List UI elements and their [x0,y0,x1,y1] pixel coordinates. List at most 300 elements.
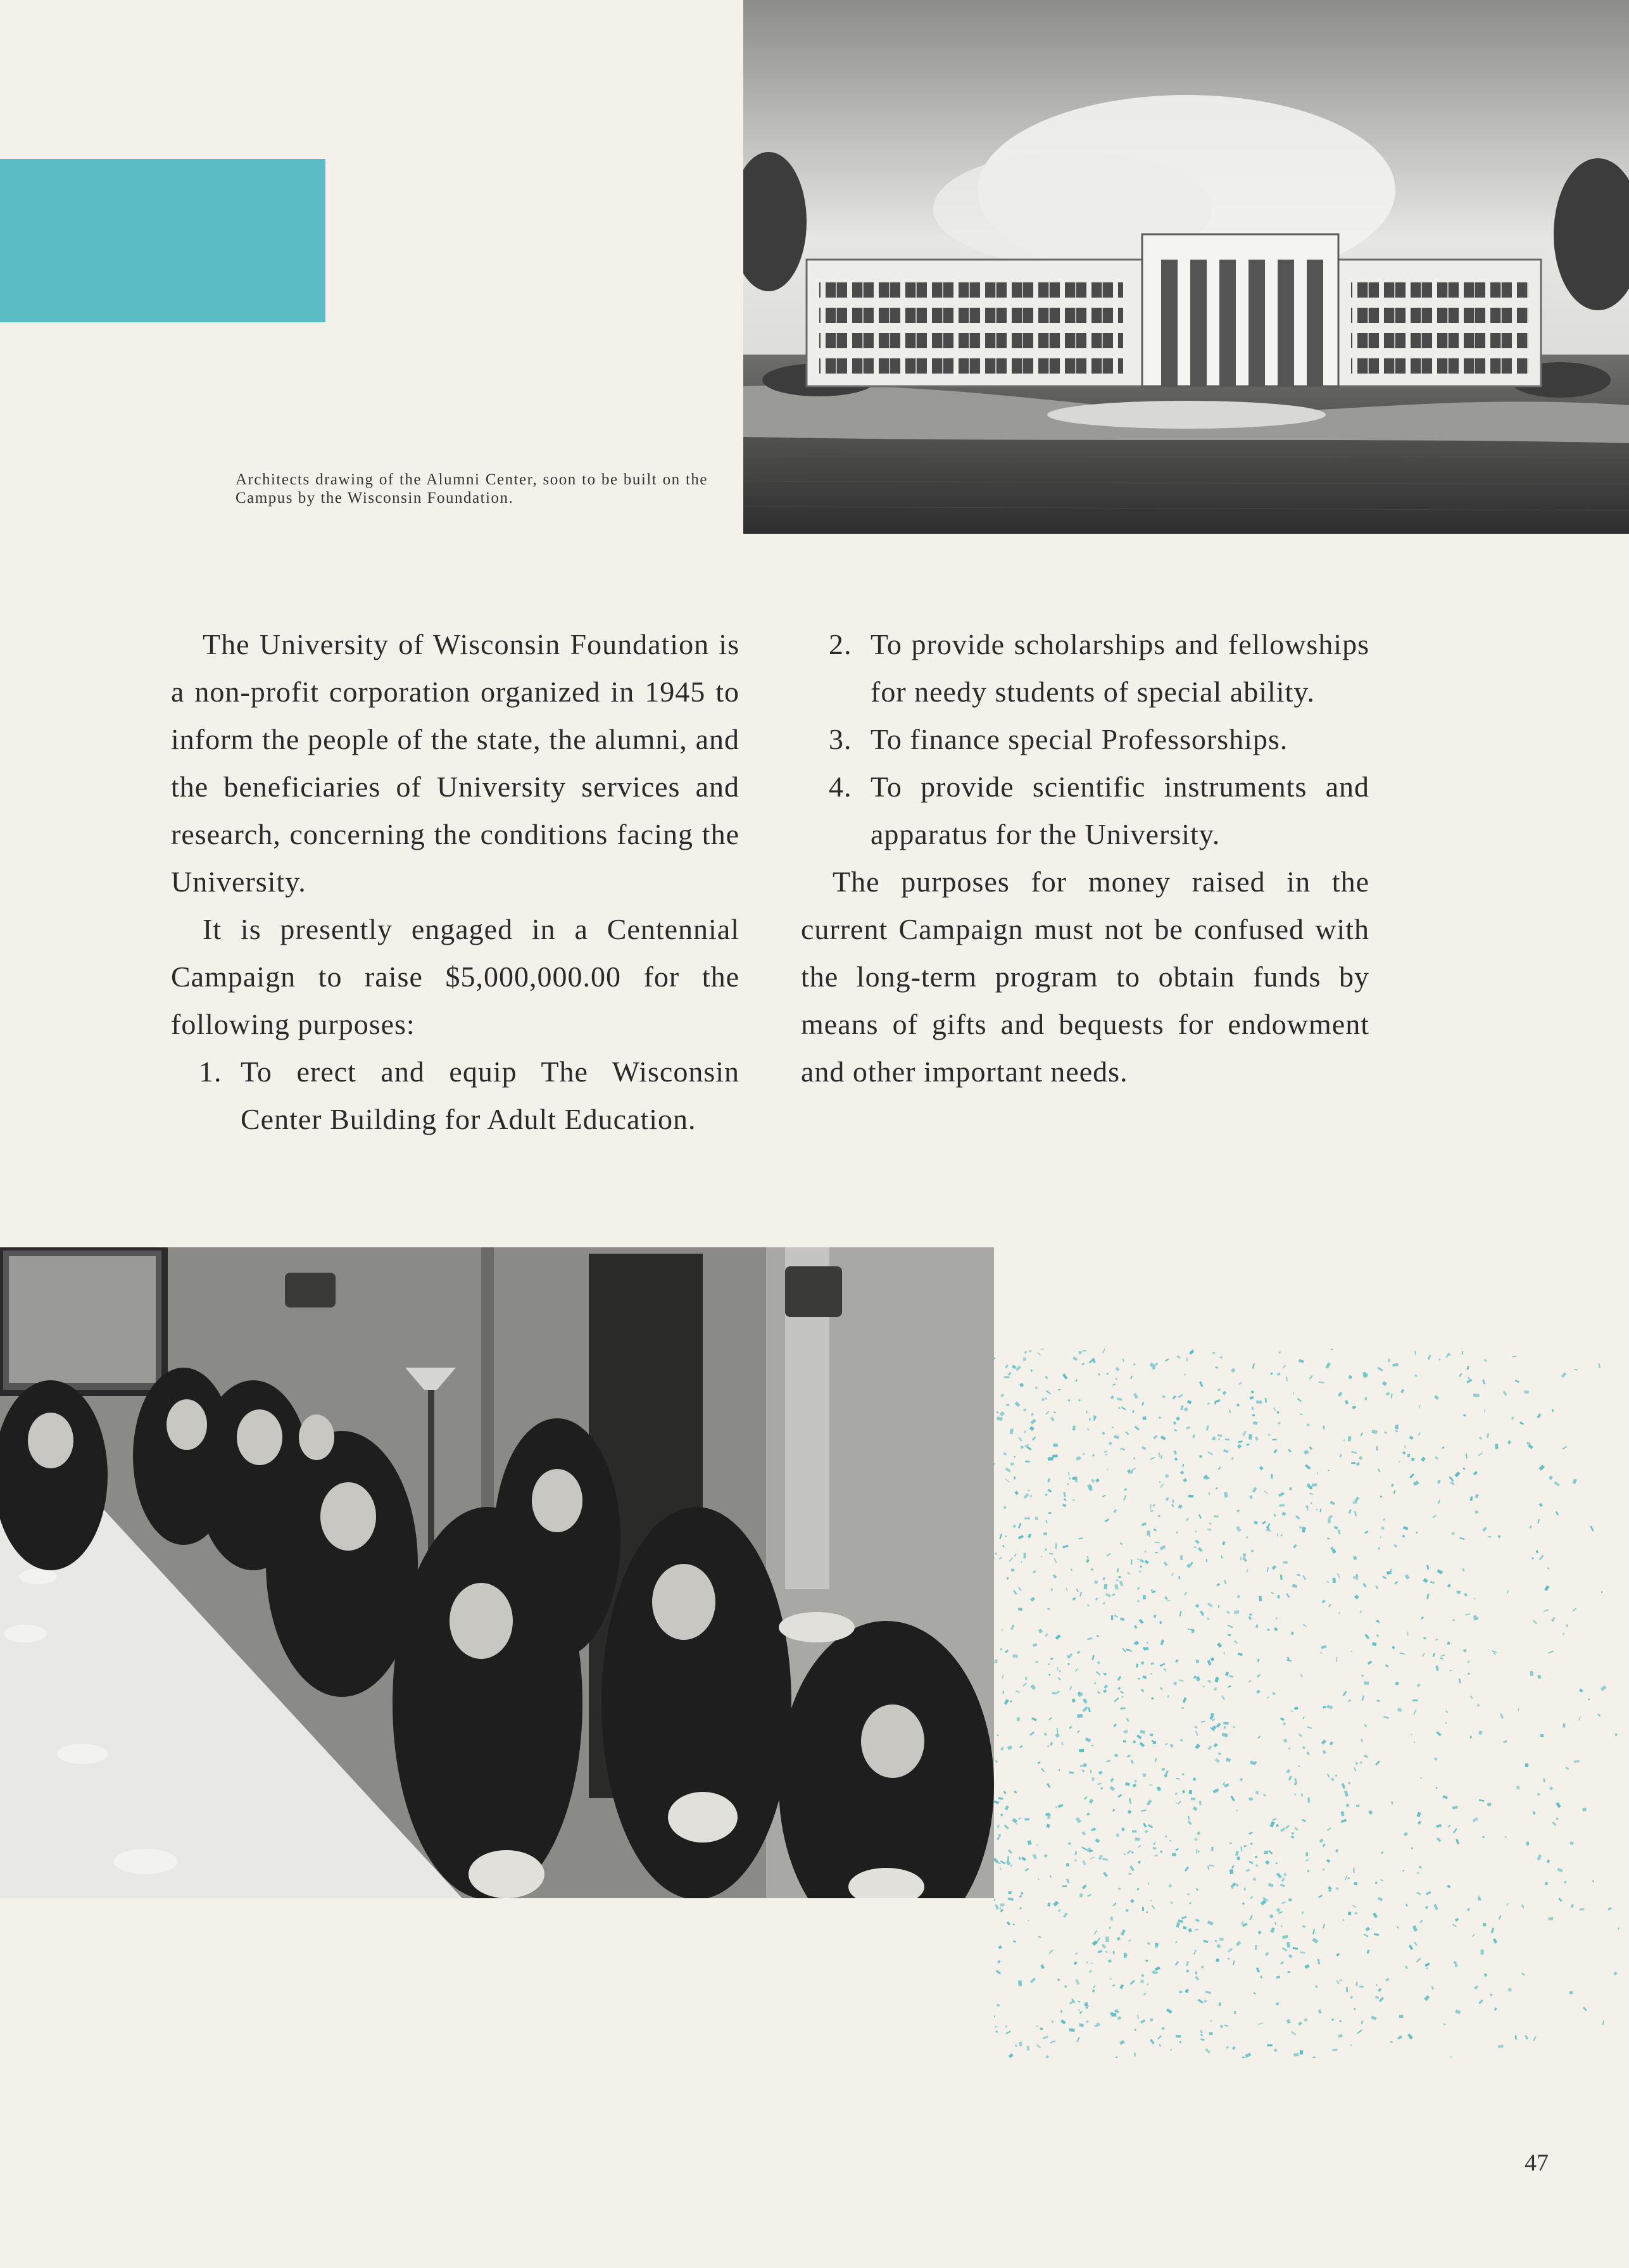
speckle-dot [1402,1535,1406,1538]
speckle-dot [1090,1856,1095,1859]
speckle-dot [1000,1648,1003,1651]
speckle-dot [1021,1561,1022,1563]
speckle-dot [1045,1376,1048,1380]
speckle-dot [1188,1790,1192,1794]
speckle-dot [1087,1894,1091,1897]
speckle-dot [1270,1927,1275,1933]
speckle-dot [1472,1934,1475,1937]
speckle-dot [1031,1413,1034,1416]
speckle-dot [1309,1446,1312,1450]
speckle-dot [1062,1886,1067,1887]
speckle-dot [1278,1595,1280,1598]
speckle-dot [1094,1580,1098,1584]
speckle-dot [1047,1478,1050,1482]
speckle-dot [1105,1936,1109,1942]
speckle-dot [1590,1526,1594,1532]
speckle-dot [1533,2036,1536,2041]
speckle-dot [1200,2038,1205,2041]
speckle-dot [1476,1616,1478,1620]
speckle-dot [1383,1576,1387,1579]
speckle-dot [1450,2057,1452,2058]
speckle-dot [1068,1842,1072,1846]
speckle-dot [1062,1373,1067,1379]
speckle-dot [1362,1372,1367,1378]
speckle-dot [1601,1591,1602,1593]
speckle-dot [1196,1676,1200,1681]
speckle-dot [1221,1556,1223,1559]
speckle-dot [1207,1618,1210,1620]
speckle-dot [1282,1948,1287,1951]
speckle-dot [1023,1358,1026,1361]
speckle-dot [1187,1400,1192,1404]
speckle-dot [1033,1643,1037,1646]
speckle-dot [1377,1700,1380,1702]
speckle-dot [1138,1860,1141,1864]
speckle-dot [1111,1615,1113,1620]
speckle-dot [1346,1987,1348,1993]
speckle-dot [1014,1477,1016,1480]
speckle-dot [1178,1801,1181,1805]
speckle-dot [1024,1430,1026,1433]
speckle-dot [1055,1634,1061,1640]
speckle-dot [1054,1691,1060,1695]
speckle-dot [1021,1892,1023,1894]
speckle-dot [1216,1487,1218,1490]
speckle-dot [1454,1471,1460,1477]
speckle-dot [1076,2037,1079,2042]
speckle-dot [1058,1769,1060,1771]
speckle-dot [1234,1641,1238,1644]
speckle-dot [1000,1867,1002,1870]
speckle-dot [1016,1366,1021,1371]
speckle-dot [1419,1866,1422,1869]
speckle-dot [1307,1870,1309,1872]
speckle-dot [1117,1794,1122,1798]
speckle-dot [1033,1854,1038,1860]
speckle-dot [1172,1853,1176,1856]
speckle-dot [1279,1504,1285,1507]
speckle-dot [1305,1506,1307,1508]
speckle-dot [1002,1545,1004,1547]
speckle-dot [1252,1877,1256,1881]
speckle-dot [1255,1761,1256,1763]
speckle-dot [1170,2049,1172,2051]
speckle-dot [1079,1592,1082,1596]
speckle-dot [1240,1846,1242,1851]
speckle-dot [1185,1989,1189,1993]
purpose-number: 3. [829,723,852,755]
speckle-dot [1182,1464,1184,1468]
speckle-dot [1451,1532,1454,1535]
speckle-dot [1062,1504,1066,1508]
speckle-dot [1381,1526,1385,1530]
speckle-dot [1114,1435,1119,1439]
speckle-dot [1005,2025,1007,2027]
speckle-dot [1110,1777,1114,1782]
speckle-dot [1492,1651,1497,1653]
speckle-dot [1205,2048,1211,2054]
speckle-dot [1563,1446,1567,1449]
speckle-dot [1083,1763,1087,1767]
speckle-dot [1047,1813,1050,1819]
speckle-dot [1218,1605,1219,1608]
speckle-dot [1166,2008,1173,2013]
speckle-dot [1200,2030,1202,2034]
speckle-dot [1079,1749,1084,1753]
speckle-dot [1299,1359,1304,1363]
speckle-dot [1133,1363,1136,1366]
speckle-dot [1217,1434,1223,1437]
speckle-dot [1028,1534,1031,1538]
speckle-dot [1012,1818,1017,1824]
speckle-dot [1120,1691,1124,1694]
speckle-dot [1207,1660,1211,1665]
speckle-dot [1305,1852,1308,1856]
speckle-dot [1208,1746,1212,1750]
speckle-dot [1500,1713,1504,1719]
speckle-dot [1072,1356,1078,1361]
speckle-dot [1409,1436,1414,1440]
speckle-dot [1413,1480,1419,1486]
speckle-dot [1038,1761,1041,1765]
speckle-dot [1138,1678,1140,1680]
speckle-dot [1211,1713,1214,1717]
speckle-dot [1236,1404,1240,1407]
speckle-dot [1219,2002,1221,2005]
speckle-dot [1592,1880,1595,1882]
speckle-dot [1040,2028,1043,2031]
speckle-dot [1288,1449,1292,1452]
speckle-dot [1424,1995,1430,2001]
speckle-dot [1012,1365,1016,1370]
speckle-dot [1144,1830,1148,1834]
speckle-dot [1561,1372,1567,1378]
speckle-dot [1154,1855,1158,1857]
speckle-dot [1035,2025,1038,2027]
speckle-dot [1212,1352,1215,1354]
speckle-dot [1416,1532,1418,1534]
speckle-dot [1120,1617,1124,1621]
speckle-dot [1194,1546,1196,1547]
speckle-dot [1038,1936,1041,1938]
speckle-dot [1176,1416,1180,1421]
speckle-dot [1000,1394,1004,1397]
speckle-dot [1171,1504,1174,1507]
speckle-dot [1361,1696,1364,1701]
speckle-dot [1050,2041,1056,2044]
speckle-dot [1086,1961,1088,1963]
speckle-dot [1137,1600,1140,1603]
speckle-dot [1373,1912,1378,1918]
speckle-dot [1272,1439,1276,1440]
speckle-dot [1280,1575,1283,1580]
speckle-dot [1453,1828,1457,1834]
speckle-dot [1511,1416,1514,1420]
speckle-dot [1028,1490,1030,1492]
speckle-dot [1197,1831,1200,1835]
speckle-dot [1082,1831,1086,1836]
speckle-dot [1203,1685,1205,1687]
speckle-dot [1413,1710,1416,1715]
speckle-dot [1473,1471,1478,1475]
speckle-dot [1118,1408,1120,1409]
speckle-dot [1518,1708,1519,1711]
speckle-dot [1283,1722,1286,1725]
speckle-dot [1364,1530,1368,1534]
speckle-dot [1487,1803,1492,1806]
purpose-number: 1. [199,1055,222,1088]
speckle-dot [1236,1884,1239,1887]
speckle-dot [1354,1496,1359,1502]
speckle-dot [1024,1818,1029,1820]
speckle-dot [1246,1444,1249,1446]
speckle-dot [1109,1786,1115,1791]
speckle-dot [1435,1456,1438,1460]
speckle-dot [1320,1652,1323,1654]
speckle-dot [1302,1717,1304,1719]
speckle-dot [1312,1929,1315,1935]
speckle-dot [1078,1399,1081,1401]
speckle-dot [1421,1616,1424,1620]
speckle-dot [1160,1435,1166,1440]
speckle-dot [1113,1509,1117,1513]
speckle-dot [1216,1583,1220,1587]
speckle-dot [1003,1791,1007,1794]
speckle-dot [1519,1421,1524,1425]
speckle-dot [1176,1778,1179,1780]
speckle-dot [1120,1542,1123,1546]
speckle-dot [1120,1707,1125,1710]
speckle-dot [1258,2023,1263,2025]
speckle-dot [1302,1575,1306,1580]
speckle-dot [1081,1363,1085,1365]
speckle-dot [1030,1419,1036,1425]
speckle-dot [1278,1351,1281,1354]
speckle-dot [1121,1696,1123,1698]
speckle-dot [1421,1457,1426,1462]
speckle-dot [1009,2053,1014,2058]
speckle-dot [1161,1768,1165,1771]
speckle-dot [1417,1872,1419,1874]
speckle-dot [1103,1577,1105,1580]
speckle-dot [1000,1813,1003,1816]
speckle-dot [1402,1870,1404,1872]
speckle-dot [1147,1983,1149,1985]
purpose-text: To erect and equip The Wisconsin Center Building for Adult Education. [241,1055,739,1135]
speckle-dot [1462,1351,1463,1355]
speckle-dot [1483,1923,1487,1927]
speckle-dot [1294,1706,1298,1710]
speckle-dot [1195,1929,1198,1931]
speckle-dot [1354,1594,1359,1599]
speckle-dot [1153,1842,1155,1846]
speckle-dot [1043,2036,1048,2039]
speckle-dot [1117,1687,1121,1691]
speckle-dot [1316,1509,1318,1510]
speckle-dot [1282,1935,1288,1939]
speckle-dot [1340,1979,1343,1981]
speckle-dot [1223,1726,1226,1729]
speckle-dot [1183,1698,1187,1703]
speckle-dot [1597,1713,1601,1717]
speckle-dot [995,1760,998,1763]
speckle-dot [1175,1848,1178,1851]
speckle-dot [1368,1661,1373,1665]
speckle-dot [1297,1398,1302,1402]
speckle-dot [1507,1988,1512,1992]
speckle-dot [1089,1418,1090,1421]
speckle-dot [1047,1783,1050,1788]
speckle-dot [1275,1862,1278,1864]
speckle-dot [1242,1902,1245,1905]
speckle-dot [994,2015,995,2018]
speckle-dot [1265,1860,1269,1865]
speckle-dot [1380,1496,1383,1497]
speckle-dot [1286,1769,1290,1773]
speckle-dot [1211,1657,1215,1661]
speckle-dot [1556,1511,1559,1516]
speckle-dot [1462,1568,1464,1572]
campaign-paragraph: It is presently engaged in a Centennial Campaign to raise $5,000,000.00 for the following purposes: [171,913,739,1040]
speckle-dot [1482,1380,1485,1385]
speckle-dot [1361,2020,1364,2024]
speckle-dot [1113,1903,1117,1906]
speckle-dot [1109,1927,1111,1929]
speckle-dot [1114,1723,1117,1727]
speckle-dot [1476,1394,1480,1397]
speckle-dot [1086,1411,1087,1413]
speckle-dot [1148,1824,1153,1829]
speckle-dot [1532,1620,1537,1625]
speckle-dot [1195,1918,1200,1922]
speckle-dot [1242,1923,1248,1927]
speckle-dot [1252,1407,1254,1410]
speckle-dot [1250,1896,1253,1899]
speckle-dot [1478,2000,1483,2004]
speckle-dot [1207,1866,1209,1869]
speckle-dot [1482,1527,1487,1532]
speckle-dot [1019,1895,1022,1898]
speckle-dot [1238,1440,1242,1443]
speckle-dot [1338,1392,1343,1397]
speckle-dot [1557,1868,1563,1872]
speckle-dot [1079,2011,1083,2014]
speckle-dot [1229,1843,1231,1844]
speckle-dot [1092,1990,1095,1993]
speckle-dot [1435,1787,1437,1789]
speckle-dot [1211,1847,1213,1851]
speckle-dot [1277,1373,1280,1375]
speckle-dot [1029,1426,1035,1431]
speckle-dot [1074,1859,1077,1862]
speckle-dot [1580,1908,1585,1911]
speckle-dot [1404,1445,1406,1449]
speckle-dot [1286,1377,1287,1382]
speckle-dot [1052,2020,1054,2023]
speckle-dot [1140,1979,1144,1983]
speckle-dot [1503,1740,1507,1743]
speckle-dot [1136,1734,1142,1739]
speckle-dot [1009,1558,1013,1562]
speckle-dot [1479,1799,1485,1801]
speckle-dot [1377,1367,1383,1372]
speckle-dot [1267,1523,1270,1528]
speckle-dot [1121,1406,1126,1410]
speckle-dot [1578,1716,1581,1720]
speckle-dot [1193,1950,1197,1955]
speckle-dot [1137,2015,1139,2019]
speckle-dot [1148,1883,1150,1885]
speckle-dot [1214,1687,1217,1691]
speckle-dot [1142,1907,1144,1911]
speckle-dot [1222,1541,1226,1545]
speckle-dot [1068,1472,1070,1476]
speckle-dot [1431,1986,1434,1990]
speckle-dot [1224,2024,1229,2027]
speckle-dot [1231,1865,1235,1868]
speckle-dot [1013,1525,1016,1528]
speckle-dot [1535,1550,1538,1553]
speckle-dot [1087,1428,1090,1430]
speckle-dot [1139,1742,1145,1748]
speckle-dot [1129,1798,1131,1804]
speckle-dot [1220,1356,1223,1358]
speckle-dot [1356,1462,1361,1466]
speckle-dot [1379,1997,1384,2002]
speckle-dot [1131,1468,1136,1471]
speckle-dot [1325,1363,1331,1369]
speckle-dot [1218,1753,1221,1755]
speckle-dot [1132,1410,1134,1413]
speckle-dot [1045,2055,1049,2058]
speckle-dot [1337,1573,1340,1578]
speckle-dot [1364,1724,1367,1727]
speckle-dot [1248,1434,1252,1440]
speckle-dot [1035,1387,1037,1389]
speckle-dot [1351,1451,1357,1454]
speckle-dot [1440,1654,1445,1657]
speckle-dot [1493,1938,1497,1944]
speckle-dot [1225,1672,1230,1676]
speckle-dot [1225,1439,1230,1441]
speckle-dot [1003,1452,1007,1456]
speckle-dot [1143,1595,1146,1599]
speckle-dot [1203,1940,1208,1943]
speckle-dot [1283,1561,1288,1564]
speckle-dot [1212,1437,1216,1440]
speckle-dot [1019,1383,1024,1387]
speckle-dot [1116,1367,1120,1371]
speckle-dot [998,1797,1003,1799]
speckle-dot [1040,1349,1045,1350]
speckle-dot [1277,1534,1278,1537]
speckle-dot [1250,1396,1254,1400]
speckle-dot [1255,1437,1259,1441]
speckle-dot [1189,1349,1194,1354]
speckle-dot [1155,1758,1156,1762]
speckle-dot [1350,2044,1352,2046]
speckle-dot [1422,1653,1425,1657]
speckle-dot [1321,1645,1326,1649]
speckle-dot [1375,1760,1380,1765]
speckle-dot [1598,1363,1601,1368]
speckle-dot [1433,1653,1435,1658]
speckle-dot [1094,1931,1097,1935]
speckle-dot [1371,2016,1376,2020]
speckle-dot [1091,1654,1094,1660]
speckle-dot [1437,1569,1443,1574]
speckle-dot [1256,1967,1260,1972]
